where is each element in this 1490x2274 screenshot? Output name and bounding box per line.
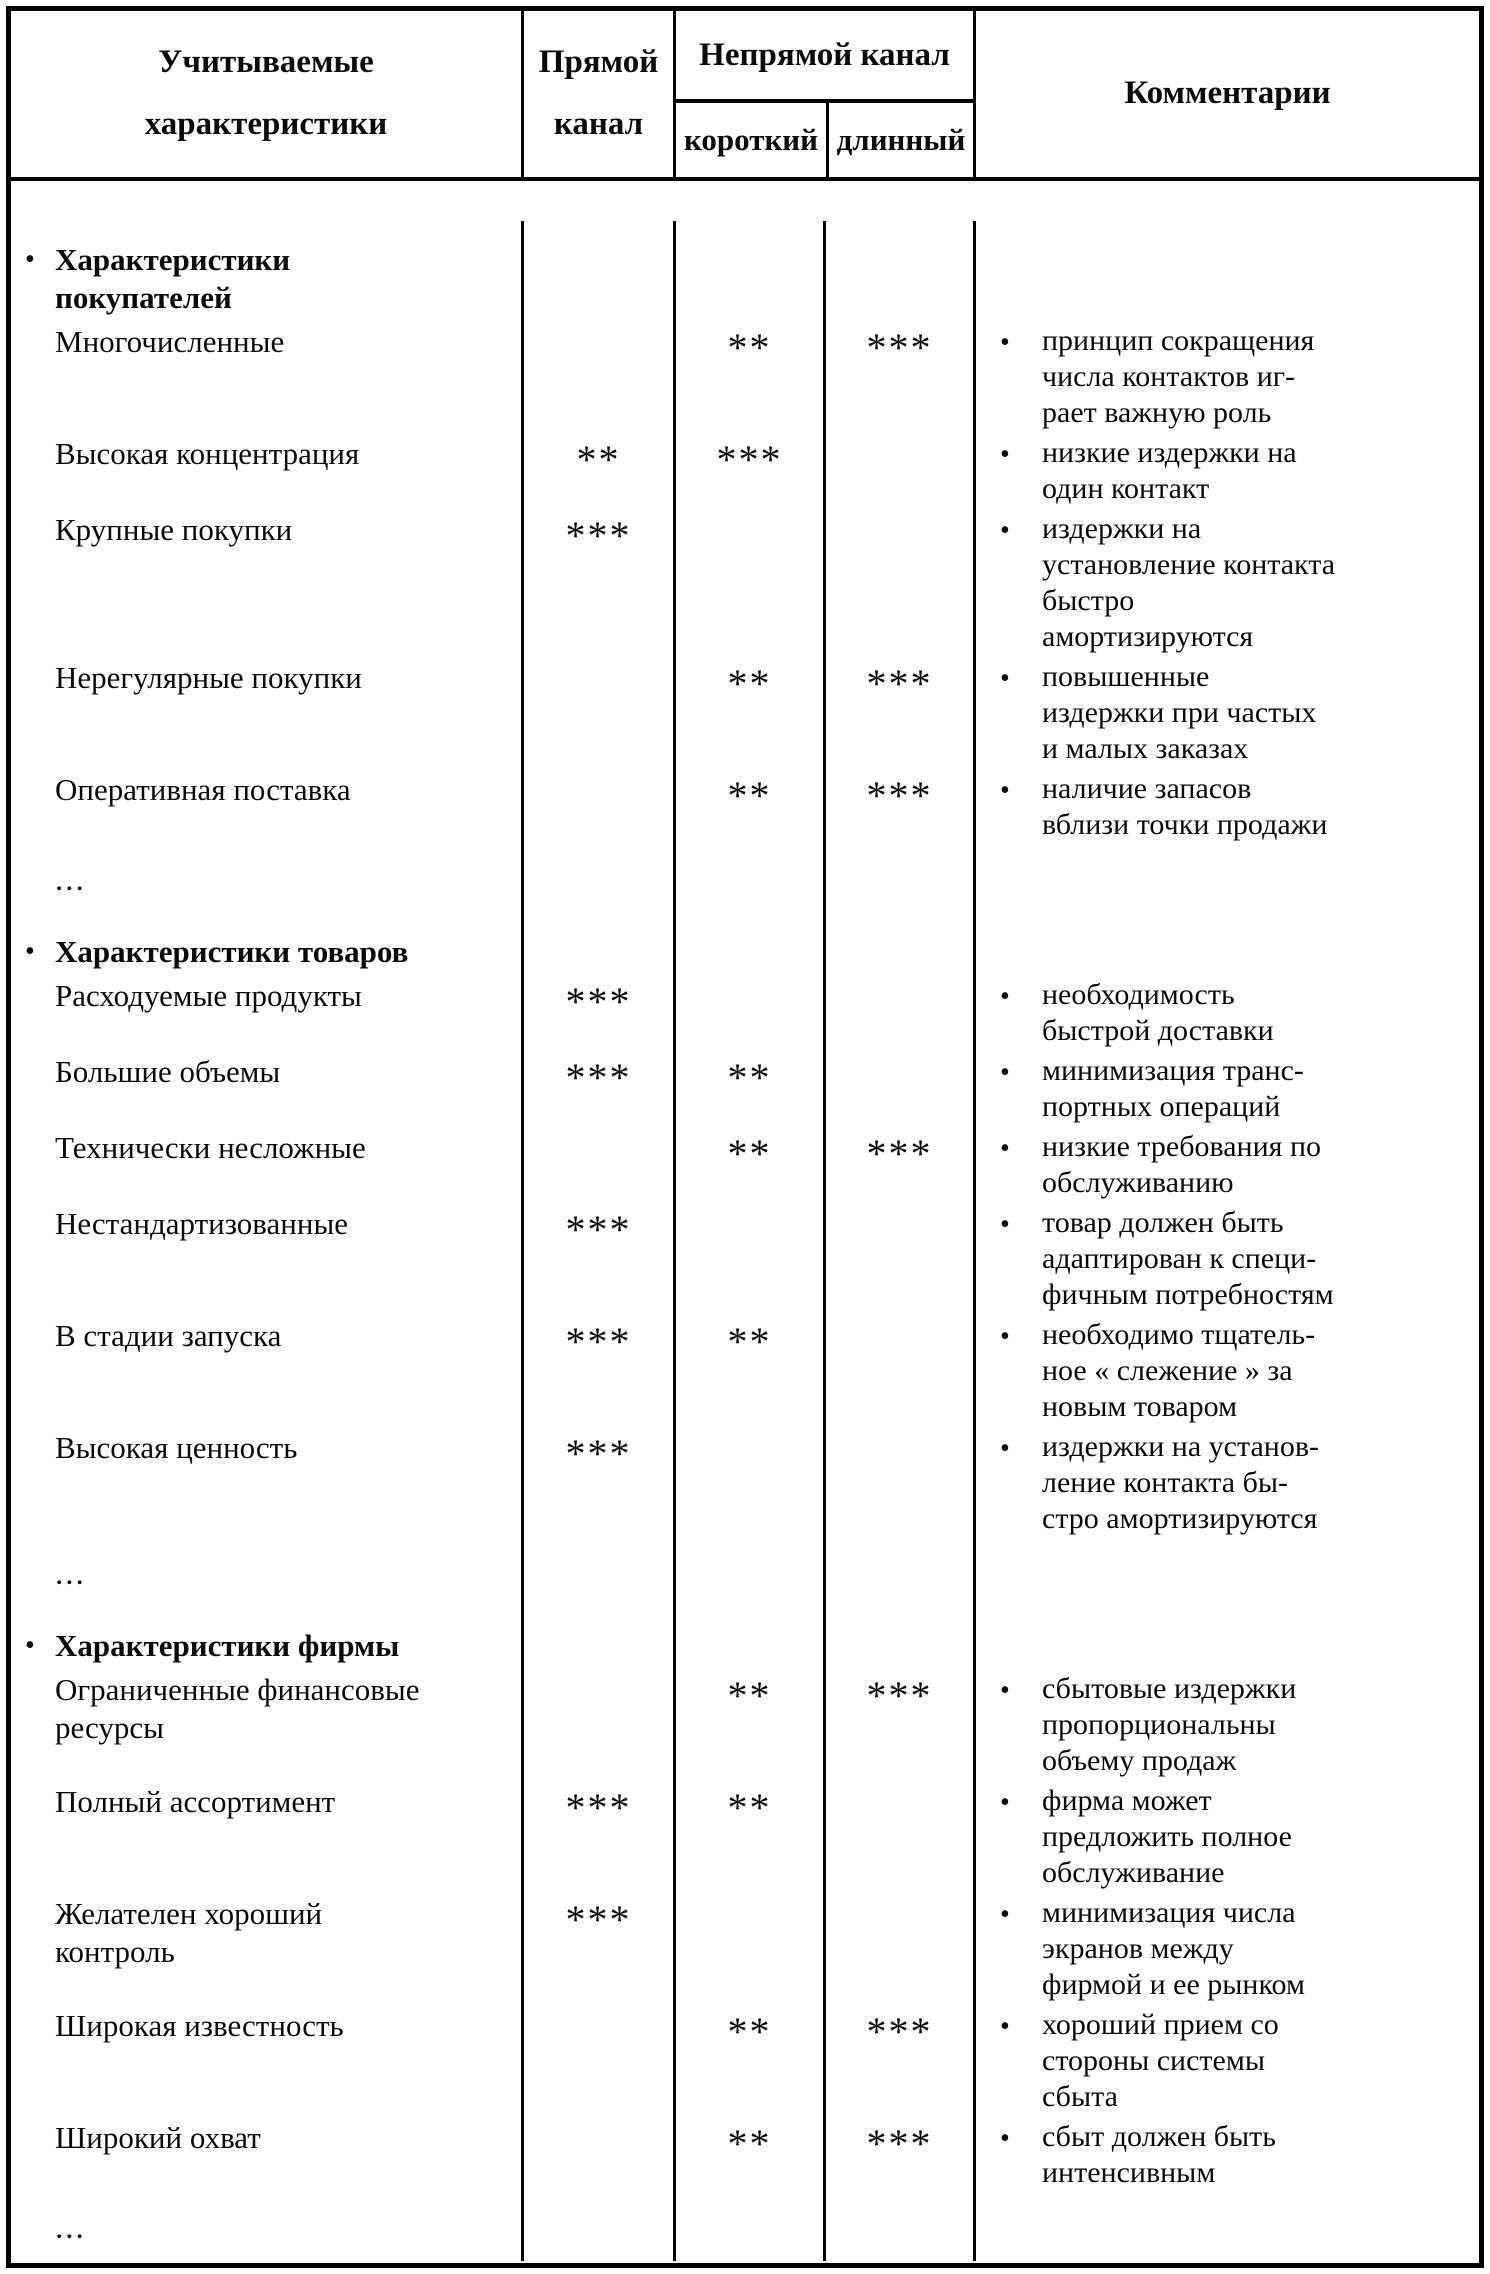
comment-cell: [973, 1205, 1479, 1317]
comment-line: пропорциональны: [1042, 1708, 1276, 1741]
indirect-short-rating-cell: [673, 1783, 823, 1895]
section-title-line: Характеристики фирмы: [55, 1628, 400, 1663]
indirect-long-rating-cell: [823, 435, 973, 511]
indirect-short-rating-cell: [673, 1671, 823, 1783]
comment-line: один контакт: [1042, 472, 1210, 505]
row-label-line: Крупные покупки: [55, 512, 293, 547]
comment-line: сбыт должен быть: [1042, 2120, 1276, 2153]
comment-line: стро амортизируются: [1042, 1502, 1318, 1535]
row-label-line: ресурсы: [55, 1710, 164, 1745]
comment-line: товар должен быть: [1042, 1206, 1284, 1239]
section-title-row: [11, 913, 1479, 977]
comment-line: стороны системы: [1042, 2044, 1265, 2077]
indirect-long-rating-cell: [823, 2007, 973, 2119]
direct-channel-rating-cell: [521, 1205, 673, 1317]
row-label-cell: [11, 511, 521, 659]
star-rating: ***: [565, 1207, 632, 1252]
star-rating: **: [727, 1673, 772, 1718]
bullet-icon: •: [1000, 515, 1010, 546]
row-label-cell: [11, 977, 521, 1053]
direct-channel-rating-cell: [521, 323, 673, 435]
indirect-short-rating-cell: [673, 1429, 823, 1541]
characteristic-row: [11, 771, 1479, 847]
bullet-icon: •: [25, 1630, 35, 1661]
indirect-long-rating-cell: [823, 977, 973, 1053]
indirect-short-rating-cell: [673, 977, 823, 1053]
empty-cell: [973, 1607, 1479, 1671]
row-label-cell: [11, 2007, 521, 2119]
comment-line: адаптирован к специ-: [1042, 1242, 1317, 1275]
bullet-icon: •: [1000, 1787, 1010, 1818]
empty-cell: [673, 913, 823, 977]
star-rating: **: [727, 1131, 772, 1176]
row-label-cell: [11, 435, 521, 511]
direct-channel-rating-cell: [521, 1053, 673, 1129]
row-label-line: Полный ассортимент: [55, 1784, 336, 1819]
row-label-cell: [11, 2119, 521, 2195]
section-title-cell: [11, 913, 521, 977]
comment-cell: [973, 435, 1479, 511]
comment-cell: [973, 1783, 1479, 1895]
row-label-cell: [11, 1895, 521, 2007]
column-header-direct-channel: [521, 11, 673, 177]
star-rating: ***: [565, 1785, 632, 1830]
star-rating: ***: [866, 1673, 933, 1718]
column-header-indirect-short: короткий: [683, 122, 819, 157]
column-group-indirect-channel: [673, 11, 973, 177]
star-rating: ***: [565, 1319, 632, 1364]
bullet-icon: •: [1000, 1675, 1010, 1706]
comment-line: установление контакта: [1042, 548, 1336, 581]
star-rating: **: [576, 437, 621, 482]
comment-line: обслуживание: [1042, 1856, 1225, 1889]
row-label-line: ...: [55, 862, 86, 898]
bullet-icon: •: [1000, 2123, 1010, 2154]
characteristic-row: [11, 1783, 1479, 1895]
comment-line: хороший прием со: [1042, 2008, 1279, 2041]
section-title-cell: [11, 1607, 521, 1671]
bullet-icon: •: [25, 244, 35, 275]
bullet-icon: •: [1000, 439, 1010, 470]
indirect-short-rating-cell: [673, 847, 823, 913]
bullet-icon: •: [1000, 1321, 1010, 1352]
comment-line: необходимо тщатель-: [1042, 1318, 1316, 1351]
indirect-short-rating-cell: [673, 1205, 823, 1317]
section-title-row: [11, 1607, 1479, 1671]
row-label-line: Многочисленные: [55, 324, 285, 359]
direct-channel-rating-cell: [521, 2195, 673, 2261]
indirect-long-rating-cell: [823, 1541, 973, 1607]
table-body: [11, 181, 1479, 2263]
indirect-short-rating-cell: [673, 511, 823, 659]
comment-line: издержки на: [1042, 512, 1202, 545]
indirect-long-rating-cell: [823, 2119, 973, 2195]
row-label-cell: [11, 323, 521, 435]
row-label-line: Высокая концентрация: [55, 436, 360, 471]
comment-line: объему продаж: [1042, 1744, 1237, 1777]
indirect-long-rating-cell: [823, 1129, 973, 1205]
indirect-short-rating-cell: [673, 771, 823, 847]
star-rating: **: [727, 1319, 772, 1364]
empty-cell: [973, 913, 1479, 977]
row-label-cell: [11, 771, 521, 847]
indirect-short-rating-cell: [673, 1541, 823, 1607]
comment-line: низкие требования по: [1042, 1130, 1322, 1163]
star-rating: ***: [866, 773, 933, 818]
row-label-line: Нерегулярные покупки: [55, 660, 362, 695]
characteristic-row: [11, 1129, 1479, 1205]
comment-cell: [973, 511, 1479, 659]
direct-channel-rating-cell: [521, 1429, 673, 1541]
row-label-cell: [11, 1429, 521, 1541]
row-label-line: Ограниченные финансовые: [55, 1672, 420, 1707]
direct-channel-rating-cell: [521, 771, 673, 847]
star-rating: ***: [565, 1431, 632, 1476]
star-rating: **: [727, 2009, 772, 2054]
characteristic-row: [11, 1205, 1479, 1317]
comment-line: вблизи точки продажи: [1042, 808, 1328, 841]
indirect-long-rating-cell: [823, 847, 973, 913]
ellipsis-row: [11, 847, 1479, 913]
row-label-line: Высокая ценность: [55, 1430, 298, 1465]
star-rating: ***: [565, 513, 632, 558]
column-header-characteristics: [11, 11, 521, 177]
comment-line: необходимость: [1042, 978, 1235, 1011]
indirect-short-rating-cell: [673, 1129, 823, 1205]
characteristic-row: [11, 1429, 1479, 1541]
comment-line: интенсивным: [1042, 2156, 1216, 2189]
bullet-icon: •: [25, 936, 35, 967]
row-label-line: ...: [55, 1556, 86, 1592]
indirect-subcolumns: [676, 103, 973, 177]
empty-cell: [823, 221, 973, 323]
comment-line: обслуживанию: [1042, 1166, 1234, 1199]
comment-line: новым товаром: [1042, 1390, 1238, 1423]
column-header-indirect-long: длинный: [826, 103, 973, 177]
direct-channel-rating-cell: [521, 847, 673, 913]
row-label-cell: [11, 1541, 521, 1607]
comment-line: повышенные: [1042, 660, 1210, 693]
column-header-indirect-channel: Непрямой канал: [676, 11, 973, 103]
bullet-icon: •: [1000, 775, 1010, 806]
comment-line: низкие издержки на: [1042, 436, 1297, 469]
indirect-long-rating-cell: [823, 1671, 973, 1783]
empty-cell: [973, 221, 1479, 323]
row-label-line: Расходуемые продукты: [55, 978, 362, 1013]
comment-line: фирмой и ее рынком: [1042, 1968, 1305, 2001]
comment-line: фичным потребностям: [1042, 1278, 1334, 1311]
section-title-cell: [11, 221, 521, 323]
indirect-long-rating-cell: [823, 1317, 973, 1429]
header-line: Комментарии: [1124, 75, 1331, 112]
bullet-icon: •: [1000, 327, 1010, 358]
star-rating: ***: [866, 1131, 933, 1176]
comment-line: издержки на установ-: [1042, 1430, 1319, 1463]
characteristic-row: [11, 511, 1479, 659]
characteristic-row: [11, 659, 1479, 771]
header-line: Учитываемые: [158, 44, 374, 81]
row-label-line: контроль: [55, 1934, 175, 1969]
direct-channel-rating-cell: [521, 977, 673, 1053]
indirect-long-rating-cell: [823, 1895, 973, 2007]
empty-cell: [673, 1607, 823, 1671]
comment-cell: [973, 1053, 1479, 1129]
comment-line: фирма может: [1042, 1784, 1212, 1817]
indirect-short-rating-cell: [673, 323, 823, 435]
indirect-short-rating-cell: [673, 2119, 823, 2195]
comment-line: принцип сокращения: [1042, 324, 1315, 357]
indirect-long-rating-cell: [823, 1783, 973, 1895]
header-line: характеристики: [144, 106, 388, 142]
comment-line: ление контакта бы-: [1042, 1466, 1288, 1499]
direct-channel-rating-cell: [521, 1783, 673, 1895]
comment-line: быстрой доставки: [1042, 1014, 1274, 1047]
empty-cell: [521, 1607, 673, 1671]
comment-cell: [973, 2119, 1479, 2195]
comment-line: предложить полное: [1042, 1820, 1292, 1853]
direct-channel-rating-cell: [521, 1541, 673, 1607]
row-label-cell: [11, 1053, 521, 1129]
row-label-line: ...: [55, 2210, 86, 2246]
star-rating: ***: [716, 437, 783, 482]
comment-cell: [973, 847, 1479, 913]
direct-channel-rating-cell: [521, 435, 673, 511]
direct-channel-rating-cell: [521, 1895, 673, 2007]
comment-line: сбытовые издержки: [1042, 1672, 1297, 1705]
bullet-icon: •: [1000, 981, 1010, 1012]
indirect-long-rating-cell: [823, 1429, 973, 1541]
star-rating: **: [727, 661, 772, 706]
star-rating: **: [727, 325, 772, 370]
empty-cell: [823, 1607, 973, 1671]
bullet-icon: •: [1000, 1057, 1010, 1088]
characteristic-row: [11, 977, 1479, 1053]
comment-cell: [973, 1129, 1479, 1205]
star-rating: ***: [866, 661, 933, 706]
comment-line: числа контактов иг-: [1042, 360, 1296, 393]
indirect-short-rating-cell: [673, 2195, 823, 2261]
header-line: канал: [553, 106, 644, 142]
indirect-long-rating-cell: [823, 1205, 973, 1317]
comment-cell: [973, 1541, 1479, 1607]
direct-channel-rating-cell: [521, 2119, 673, 2195]
empty-cell: [823, 913, 973, 977]
characteristic-row: [11, 1895, 1479, 2007]
star-rating: ***: [866, 2121, 933, 2166]
comment-line: портных операций: [1042, 1090, 1281, 1123]
table-header: [11, 11, 1479, 181]
comment-cell: [973, 1671, 1479, 1783]
indirect-short-rating-cell: [673, 659, 823, 771]
row-label-cell: [11, 1129, 521, 1205]
characteristic-row: [11, 2007, 1479, 2119]
comment-line: издержки при частых: [1042, 696, 1317, 729]
comment-line: экранов между: [1042, 1932, 1234, 1965]
star-rating: ***: [866, 2009, 933, 2054]
section-title-line: покупателей: [55, 280, 232, 315]
bullet-icon: •: [1000, 663, 1010, 694]
row-label-line: Желателен хороший: [55, 1896, 323, 1931]
row-label-line: В стадии запуска: [55, 1318, 282, 1353]
comment-cell: [973, 1317, 1479, 1429]
characteristic-row: [11, 2119, 1479, 2195]
characteristic-row: [11, 1317, 1479, 1429]
indirect-short-rating-cell: [673, 435, 823, 511]
star-rating: **: [727, 773, 772, 818]
section-title-row: [11, 221, 1479, 323]
direct-channel-rating-cell: [521, 1129, 673, 1205]
comment-line: наличие запасов: [1042, 772, 1252, 805]
comment-line: ное « слежение » за: [1042, 1354, 1293, 1387]
indirect-long-rating-cell: [823, 2195, 973, 2261]
comment-line: рает важную роль: [1042, 396, 1272, 429]
row-label-cell: [11, 1205, 521, 1317]
comment-cell: [973, 1895, 1479, 2007]
comment-cell: [973, 659, 1479, 771]
characteristic-row: [11, 435, 1479, 511]
empty-cell: [521, 221, 673, 323]
indirect-short-rating-cell: [673, 1053, 823, 1129]
empty-cell: [521, 913, 673, 977]
comment-line: быстро: [1042, 584, 1135, 617]
row-label-line: Оперативная поставка: [55, 772, 351, 807]
direct-channel-rating-cell: [521, 659, 673, 771]
row-label-line: Нестандартизованные: [55, 1206, 349, 1241]
ellipsis-row: [11, 2195, 1479, 2261]
comment-cell: [973, 323, 1479, 435]
row-label-line: Большие объемы: [55, 1054, 281, 1089]
row-label-cell: [11, 1783, 521, 1895]
row-label-line: Технически несложные: [55, 1130, 366, 1165]
direct-channel-rating-cell: [521, 1317, 673, 1429]
comment-cell: [973, 1429, 1479, 1541]
star-rating: ***: [565, 979, 632, 1024]
comment-line: минимизация транс-: [1042, 1054, 1304, 1087]
empty-cell: [673, 221, 823, 323]
row-label-cell: [11, 1671, 521, 1783]
bullet-icon: •: [1000, 1433, 1010, 1464]
bullet-icon: •: [1000, 1899, 1010, 1930]
section-title-line: Характеристики товаров: [55, 934, 409, 969]
indirect-long-rating-cell: [823, 659, 973, 771]
star-rating: **: [727, 2121, 772, 2166]
indirect-short-rating-cell: [673, 1895, 823, 2007]
bullet-icon: •: [1000, 1209, 1010, 1240]
channel-characteristics-table: [6, 6, 1484, 2268]
star-rating: **: [727, 1785, 772, 1830]
direct-channel-rating-cell: [521, 511, 673, 659]
indirect-short-rating-cell: [673, 1317, 823, 1429]
indirect-long-rating-cell: [823, 511, 973, 659]
bullet-icon: •: [1000, 2011, 1010, 2042]
row-label-line: Широкий охват: [55, 2120, 261, 2155]
characteristic-row: [11, 1053, 1479, 1129]
indirect-short-rating-cell: [673, 2007, 823, 2119]
bullet-icon: •: [1000, 1133, 1010, 1164]
characteristic-row: [11, 1671, 1479, 1783]
row-label-line: Широкая известность: [55, 2008, 344, 2043]
row-label-cell: [11, 659, 521, 771]
ellipsis-row: [11, 1541, 1479, 1607]
indirect-long-rating-cell: [823, 771, 973, 847]
characteristic-row: [11, 323, 1479, 435]
row-label-cell: [11, 2195, 521, 2261]
comment-cell: [973, 977, 1479, 1053]
star-rating: **: [727, 1055, 772, 1100]
section-title-line: Характеристики: [55, 242, 291, 277]
comment-line: и малых заказах: [1042, 732, 1249, 765]
direct-channel-rating-cell: [521, 1671, 673, 1783]
indirect-long-rating-cell: [823, 1053, 973, 1129]
comment-cell: [973, 2007, 1479, 2119]
star-rating: ***: [565, 1055, 632, 1100]
indirect-long-rating-cell: [823, 323, 973, 435]
column-header-comments: [973, 11, 1479, 177]
comment-line: амортизируются: [1042, 620, 1254, 653]
star-rating: ***: [866, 325, 933, 370]
comment-cell: [973, 771, 1479, 847]
comment-line: сбыта: [1042, 2080, 1118, 2113]
direct-channel-rating-cell: [521, 2007, 673, 2119]
row-label-cell: [11, 1317, 521, 1429]
row-label-cell: [11, 847, 521, 913]
star-rating: ***: [565, 1897, 632, 1942]
comment-cell: [973, 2195, 1479, 2261]
header-line: Прямой: [538, 44, 659, 81]
comment-line: минимизация числа: [1042, 1896, 1296, 1929]
